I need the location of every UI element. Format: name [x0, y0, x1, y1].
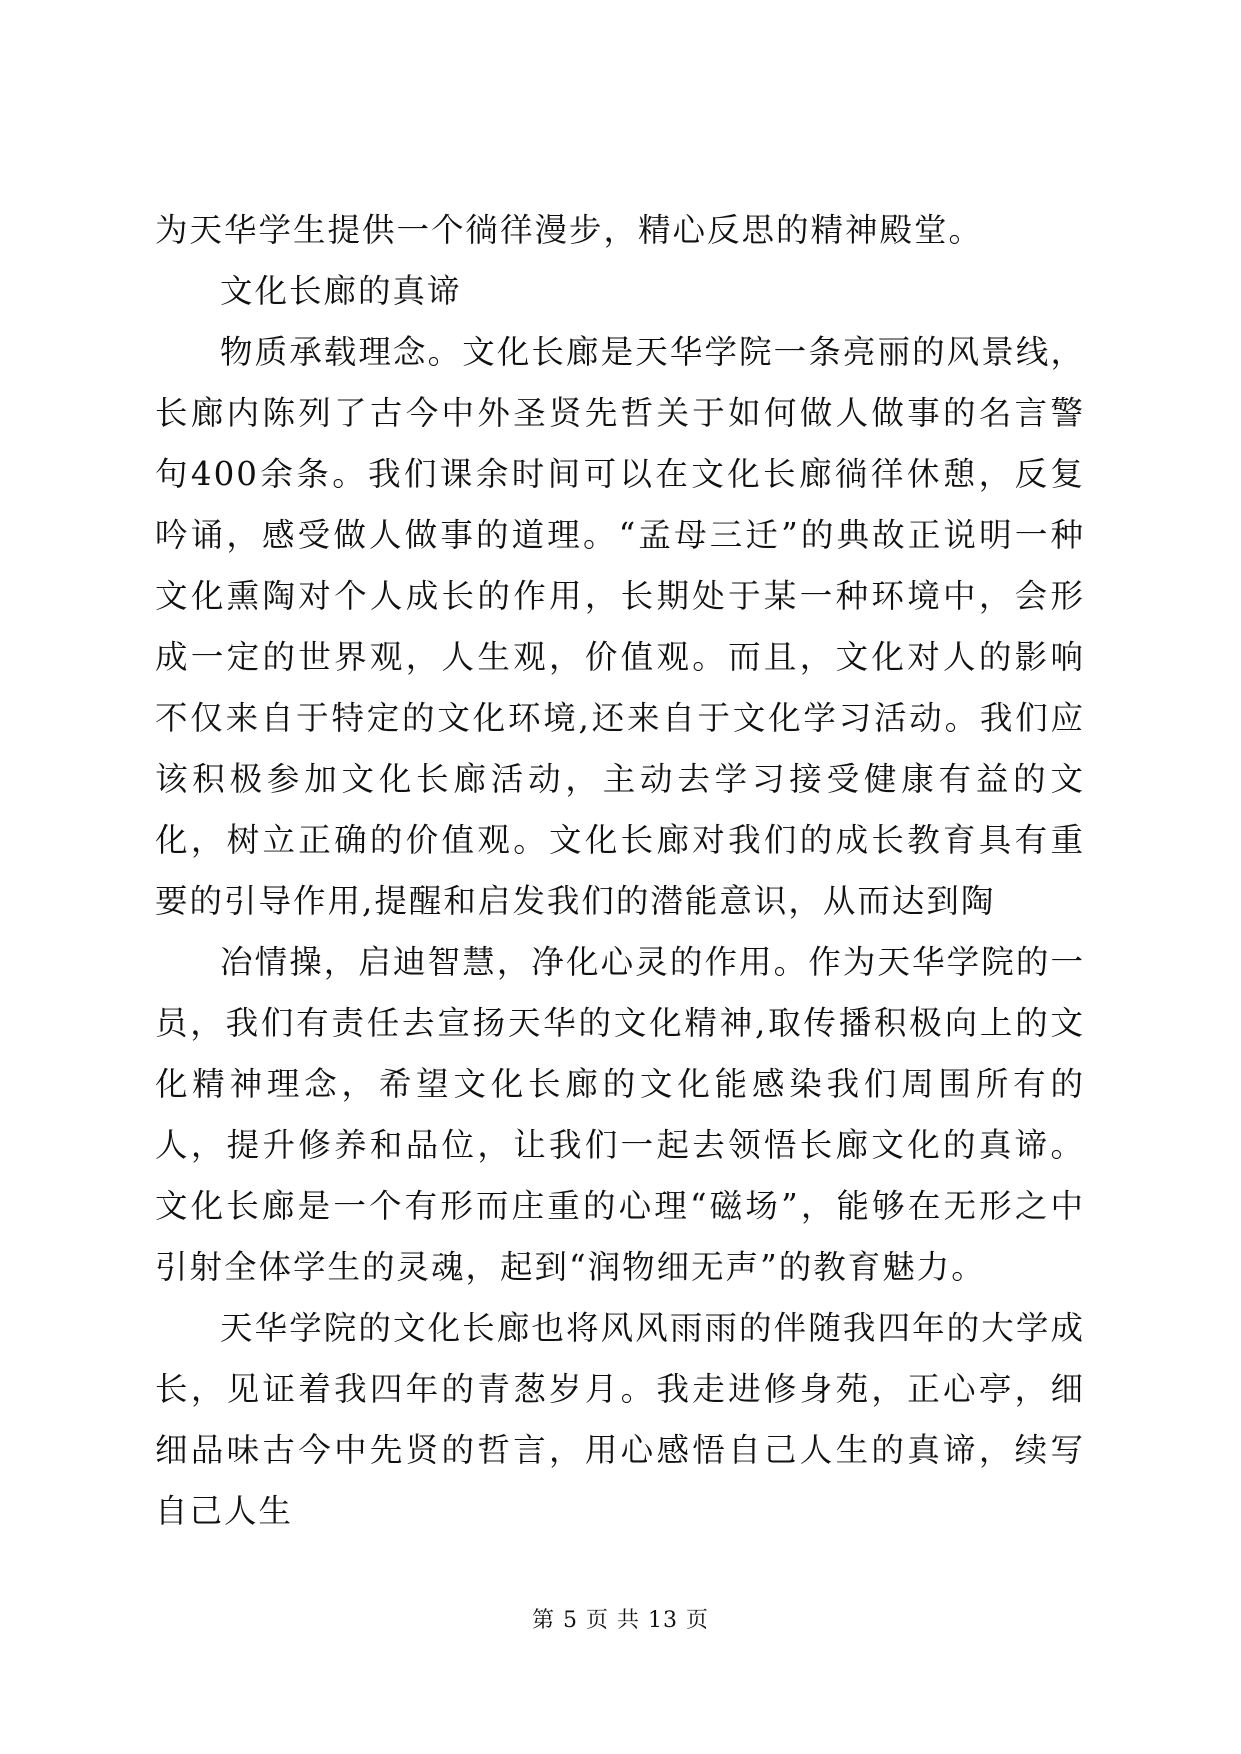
paragraph-four-years: 天华学院的文化长廊也将风风雨雨的伴随我四年的大学成长，见证着我四年的青葱岁月。我走进修身苑，正心亭，细细品味古今中先贤的哲言，用心感悟自己人生的真谛，续写自己人生	[155, 1309, 1085, 1530]
paragraph-cultivate: 冶情操，启迪智慧，净化心灵的作用。作为天华学院的一员，我们有责任去宣扬天华的文化精神,取传播积极向上的文化精神理念，希望文化长廊的文化能感染我们周围所有的人，提升修养和品位，让我们一起去领悟长廊文化的真谛。文化长廊是一个有形而庄重的心理“磁场”，能够在无形之中引射全体学生的灵魂，起到“润物细无声”的教育魅力。	[155, 943, 1085, 1286]
paragraph-intro-end: 为天华学生提供一个徜徉漫步，精心反思的精神殿堂。	[155, 211, 984, 249]
document-body	[155, 200, 1085, 1542]
paragraph-material-concept: 物质承载理念。文化长廊是天华学院一条亮丽的风景线，长廊内陈列了古今中外圣贤先哲关于如何做人做事的名言警句400余条。我们课余时间可以在文化长廊徜徉休憩，反复吟诵，感受做人做事的道理。“孟母三迁”的典故正说明一种文化熏陶对个人成长的作用，长期处于某一种环境中，会形成一定的世界观，人生观，价值观。而且，文化对人的影响不仅来自于特定的文化环境,还来自于文化学习活动。我们应该积极参加文化长廊活动，主动去学习接受健康有益的文化，树立正确的价值观。文化长廊对我们的成长教育具有重要的引导作用,提醒和启发我们的潜能意识，从而达到陶	[155, 333, 1085, 920]
page-number-footer: 第 5 页 共 13 页	[532, 1608, 709, 1633]
section-heading: 文化长廊的真谛	[220, 272, 462, 310]
